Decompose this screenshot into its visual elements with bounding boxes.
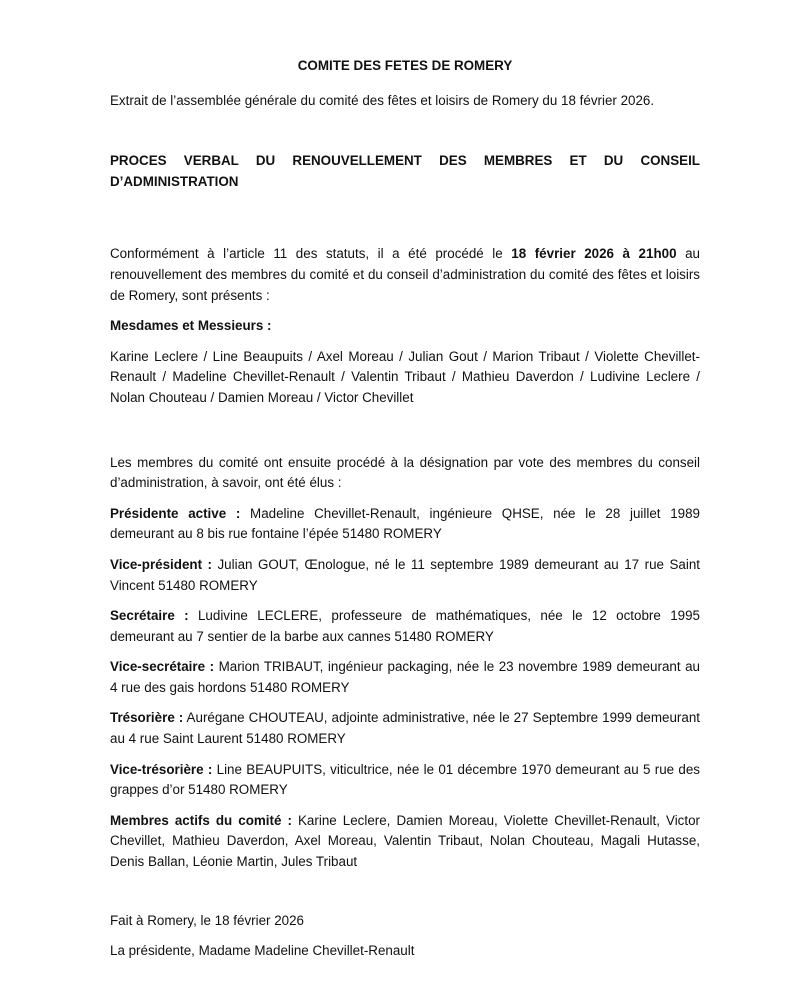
officer-role: Vice-président :	[110, 556, 212, 572]
present-members-list: Karine Leclere / Line Beaupuits / Axel Moreau / Julian Gout / Marion Tribaut / Violette Chevillet-Renault / Madeline Chevillet-Renault / Valentin Tribaut / Mathieu Daverdon / Ludivine Leclere / Nolan Chouteau / Damien Moreau / Victor Chevillet	[110, 348, 700, 405]
officer-details: Ludivine LECLERE, professeure de mathématiques, née le 12 octobre 1995 demeurant au 7 sentier de la barbe aux cannes 51480 ROMERY	[110, 608, 700, 644]
intro-line: Extrait de l’assemblée générale du comité des fêtes et loisirs de Romery du 18 février 2026.	[110, 92, 655, 108]
officer-details: Madeline Chevillet-Renault, ingénieure QHSE, née le 28 juillet 1989 demeurant au 8 bis rue fontaine l’épée 51480 ROMERY	[110, 505, 700, 542]
officer-role: Vice-trésorière :	[110, 761, 213, 777]
active-members	[110, 811, 700, 873]
conformity-text-end: au renouvellement des membres du comité et du conseil d’administration du comité des fêtes et loisirs de Romery, sont présents :	[110, 246, 700, 303]
officer-vice-secretary	[110, 657, 700, 698]
officer-vice-treasurer	[110, 760, 700, 801]
officer-details: Karine Leclere, Damien Moreau, Violette Chevillet-Renault, Victor Chevillet, Mathieu Daverdon, Axel Moreau, Valentin Tribaut, Nolan Chouteau, Magali Hutasse, Denis Ballan, Léonie Martin, Jules Tribaut	[110, 812, 700, 870]
officer-secretary	[110, 606, 700, 647]
document-content	[110, 56, 700, 972]
officer-role: Trésorière :	[110, 710, 184, 726]
officer-role: Membres actifs du comité :	[110, 812, 292, 828]
officer-details: Line BEAUPUITS, viticultrice, née le 01 décembre 1970 demeurant au 5 rue des grappes d’or 51480 ROMERY	[110, 761, 700, 798]
officer-details: Marion TRIBAUT, ingénieur packaging, née le 23 novembre 1989 demeurant au 4 rue des gais hordons 51480 ROMERY	[110, 659, 700, 695]
document-title: COMITE DES FETES DE ROMERY	[297, 58, 513, 73]
present-heading: Mesdames et Messieurs :	[110, 318, 272, 334]
place-date: Fait à Romery, le 18 février 2026	[110, 912, 305, 928]
conformity-paragraph	[110, 244, 700, 306]
officer-role: Vice-secrétaire :	[110, 659, 215, 675]
conformity-text-start: Conformément à l’article 11 des statuts, il a été procédé le	[110, 246, 512, 262]
signature-line: La présidente, Madame Madeline Chevillet-Renault	[110, 943, 415, 959]
officer-details: Julian GOUT, Œnologue, né le 11 septembre 1989 demeurant au 17 rue Saint Vincent 51480 ROMERY	[110, 556, 700, 593]
officer-details: Aurégane CHOUTEAU, adjointe administrative, née le 27 Septembre 1999 demeurant au 4 rue Saint Laurent 51480 ROMERY	[110, 710, 700, 747]
meeting-date: 18 février 2026 à 21h00	[511, 246, 677, 262]
section-spacer	[110, 883, 700, 911]
election-intro: Les membres du comité ont ensuite procédé à la désignation par vote des membres du conseil d’administration, à savoir, ont été élus :	[110, 454, 700, 491]
officer-role: Secrétaire :	[110, 608, 189, 624]
officer-treasurer	[110, 708, 700, 749]
officer-president	[110, 504, 700, 545]
pv-heading: PROCES VERBAL DU RENOUVELLEMENT DES MEMBRES ET DU CONSEIL D’ADMINISTRATION	[110, 153, 700, 189]
officer-role: Présidente active :	[110, 505, 241, 521]
officer-vice-president	[110, 555, 700, 596]
